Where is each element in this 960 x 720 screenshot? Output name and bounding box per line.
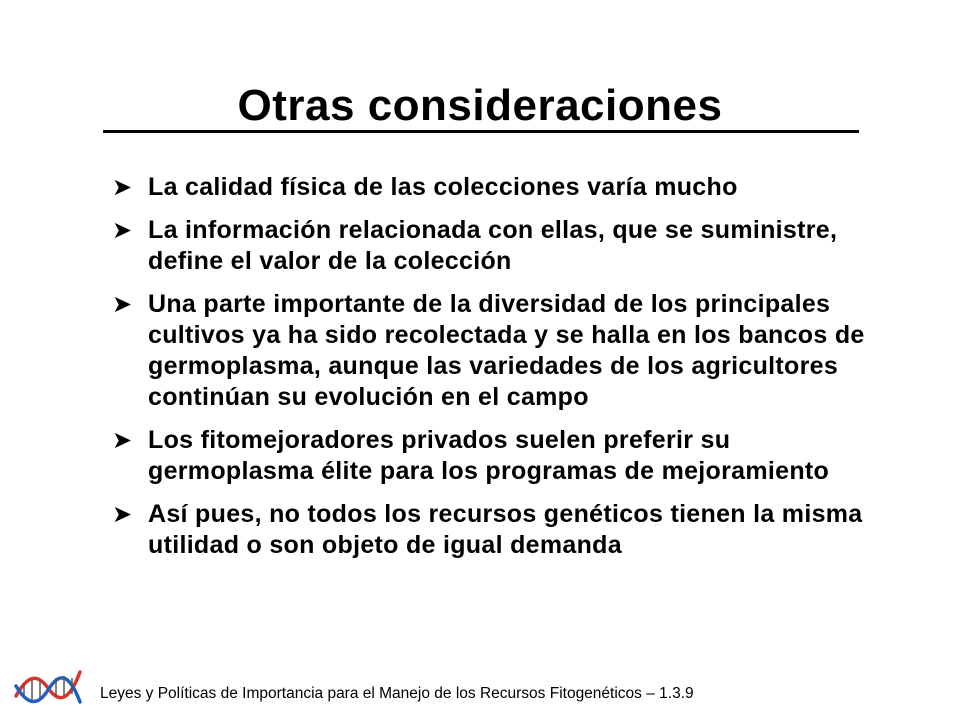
bullet-item [112, 289, 892, 413]
bullet-text: Así pues, no todos los recursos genéticos tienen la misma utilidad o son objeto de igual demanda [148, 500, 863, 559]
bullet-text: La información relacionada con ellas, que se suministre, define el valor de la colección [148, 216, 838, 275]
arrow-bullet-icon: ➤ [112, 217, 133, 244]
dna-helix-icon [14, 666, 82, 708]
slide-title: Otras consideraciones [237, 81, 723, 130]
bullet-item [112, 172, 892, 203]
bullet-text: Los fitomejoradores privados suelen preferir su germoplasma élite para los programas de mejoramiento [148, 426, 830, 485]
bullet-list [112, 172, 892, 573]
bullet-item [112, 499, 892, 561]
bullet-item [112, 425, 892, 487]
arrow-bullet-icon: ➤ [112, 291, 133, 318]
title-underline [103, 130, 859, 133]
bullet-item [112, 215, 892, 277]
arrow-bullet-icon: ➤ [112, 427, 133, 454]
arrow-bullet-icon: ➤ [112, 501, 133, 528]
bullet-text: La calidad física de las colecciones varía mucho [148, 173, 738, 201]
arrow-bullet-icon: ➤ [112, 174, 133, 201]
footer-text: Leyes y Políticas de Importancia para el Manejo de los Recursos Fitogenéticos – 1.3.9 [100, 685, 694, 702]
bullet-text: Una parte importante de la diversidad de los principales cultivos ya ha sido recolectada y se halla en los bancos de germoplasma, aunque las variedades de los agricultores continúan su evolución en el campo [148, 290, 865, 411]
